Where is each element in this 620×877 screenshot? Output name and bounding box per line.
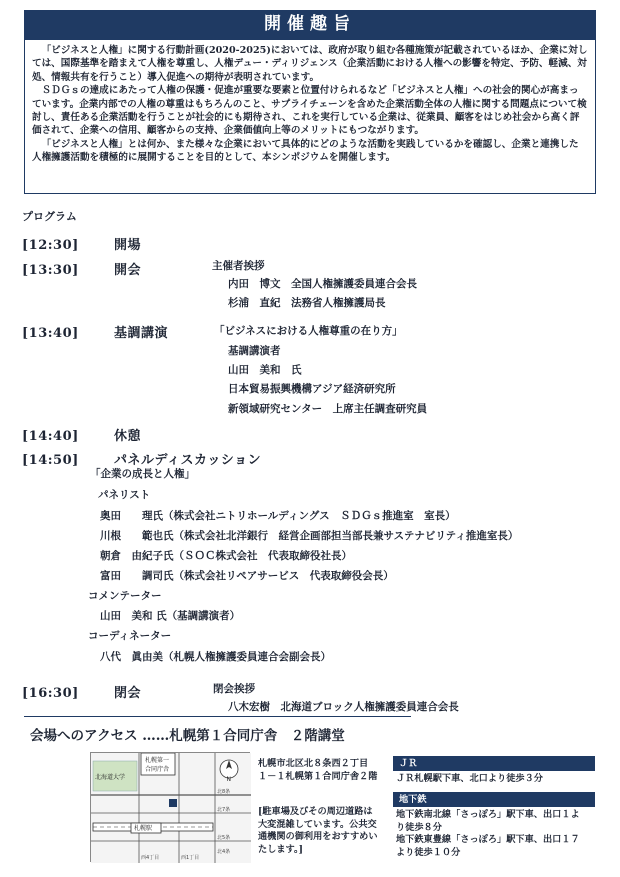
coordinator: 八代 眞由美（札幌人権擁護委員連合会副会長） (100, 651, 331, 663)
venue-address (258, 758, 377, 783)
parking-notice (258, 806, 378, 856)
parking-line: たします。] (258, 843, 303, 855)
parking-line: 通機関の御利用をおすすめい (258, 831, 378, 842)
schedule-time: [14:50] (22, 453, 79, 468)
subway-line: り徒歩８分 (396, 821, 442, 833)
keynote-line: 日本貿易振興機構アジア経済研究所 (228, 383, 396, 395)
commentator: 山田 美和 氏（基調講演者） (100, 610, 241, 622)
program-label: プログラム (22, 210, 77, 223)
map-street-label: 北8条 (217, 789, 231, 795)
map-street-label: 北5条 (217, 835, 231, 841)
intro-box (24, 39, 596, 194)
map-station-label: 札幌駅 (134, 825, 153, 832)
panelist: 奥田 理氏（株式会社ニトリホールディングス ＳＤＧｓ推進室 室長） (100, 510, 456, 522)
map-street-label: 西4丁目 (141, 855, 160, 861)
opening-speaker: 内田 博文 全国人権擁護委員連合会長 (228, 278, 417, 290)
schedule-label: 休憩 (114, 429, 142, 444)
subway-line: より徒歩１０分 (396, 846, 461, 858)
panelist: 朝倉 由紀子氏（ＳＯＣ株式会社 代表取締役社長） (100, 550, 352, 562)
parking-line: [駐車場及びその周辺道路は (258, 806, 373, 817)
schedule-row (22, 682, 141, 701)
panelist: 富田 調司氏（株式会社リペアサービス 代表取締役会長） (100, 570, 394, 582)
map-venue-label: 合同庁舎 (145, 766, 170, 773)
access-title: 会場へのアクセス ……札幌第１合同庁舎 ２階講堂 (30, 728, 345, 744)
intro-paragraph: 「ビジネスと人権」に関する行動計画(2020-2025)においては、政府が取り組む各種施策が記載されているほか、企業に対しては、国際基準を踏まえて人権を尊重し、人権デュー・ディリジェンス（企業活動における人権への影響を特定、予防、軽減、対処、情報共有を行うこと）導入促進への期待が表明されています。 (32, 45, 588, 83)
opening-speaker: 杉浦 直紀 法務省人権擁護局長 (228, 297, 386, 309)
subway-directions (396, 809, 580, 859)
access-map (90, 752, 250, 862)
venue-pin-icon (169, 799, 177, 807)
opening-heading: 主催者挨拶 (212, 260, 265, 272)
map-venue-label: 札幌第一 (145, 757, 170, 764)
closing-speaker: 八木宏樹 北海道ブロック人権擁護委員連合会長 (228, 701, 459, 713)
schedule-row (22, 322, 168, 341)
intro-paragraph: 「ビジネスと人権」とは何か、また様々な企業において具体的にどのような活動を実践しているかを確認し、企業と連携した人権擁護活動を積極的に展開することを目的として、本シンポジウムを開催します。 (32, 138, 579, 164)
schedule-label: パネルディスカッション (114, 453, 262, 468)
panelist: 川根 範也氏（株式会社北洋銀行 経営企画部担当部長兼サステナビリティ推進室長） (100, 530, 519, 542)
address-line: 札幌市北区北８条西２丁目 (258, 758, 369, 769)
commentator-heading: コメンテーター (88, 590, 162, 602)
map-street-label: 西1丁目 (181, 855, 200, 861)
keynote-line: 山田 美和 氏 (228, 364, 302, 376)
coordinator-heading: コーディネーター (88, 630, 172, 642)
schedule-time: [12:30] (22, 238, 79, 253)
divider (24, 716, 411, 717)
subway-line: 地下鉄南北線「さっぽろ」駅下車、出口１よ (396, 809, 580, 820)
jr-directions: ＪＲ札幌駅下車、北口より徒歩３分 (396, 773, 543, 784)
subway-line: 地下鉄東豊線「さっぽろ」駅下車、出口１７ (396, 834, 580, 845)
map-graphic (91, 753, 251, 863)
keynote-title: 「ビジネスにおける人権尊重の在り方」 (214, 325, 403, 337)
parking-line: 大変混雑しています。公共交 (258, 818, 377, 830)
schedule-label: 開会 (114, 263, 142, 278)
schedule-row (22, 449, 261, 468)
schedule-row (22, 259, 141, 278)
intro-paragraph: ＳＤＧｓの達成にあたって人権の保護・促進が重要な要素と位置付けられるなど「ビジネスと人権」への社会的関心が高まっています。企業内部での人権の尊重はもちろんのこと、サプライチェーンを含めた企業活動全体の人権に関する問題点について検討し、責任ある企業活動を行うことが社会的にも期待され、これを実行している企業は、従業員、顧客をはじめ社会から高く評価されて、企業への信用、顧客からの支持、企業価値向上等のメリットにもつながります。 (32, 85, 587, 137)
subway-header: 地下鉄 (393, 792, 595, 807)
schedule-label: 閉会 (114, 686, 142, 701)
keynote-line: 新領域研究センター 上席主任調査研究員 (228, 403, 428, 415)
map-north-label: N (226, 776, 231, 783)
schedule-label: 基調講演 (114, 326, 169, 341)
keynote-line: 基調講演者 (228, 345, 281, 357)
schedule-time: [13:40] (22, 326, 79, 341)
page-title: 開催趣旨 (24, 10, 596, 39)
schedule-row (22, 234, 141, 253)
map-street-label: 北4条 (217, 849, 231, 855)
map-university-label: 北海道大学 (95, 774, 126, 781)
closing-heading: 閉会挨拶 (213, 683, 255, 695)
schedule-time: [13:30] (22, 263, 79, 278)
panelists-heading: パネリスト (98, 489, 151, 501)
jr-header: ＪＲ (393, 756, 595, 771)
panel-theme: 「企業の成長と人権」 (90, 468, 195, 480)
schedule-row (22, 425, 141, 444)
map-street-label: 北7条 (217, 807, 231, 813)
schedule-time: [14:40] (22, 429, 79, 444)
schedule-time: [16:30] (22, 686, 79, 701)
address-line: １－１札幌第１合同庁舎２階 (258, 770, 378, 782)
schedule-label: 開場 (114, 238, 142, 253)
